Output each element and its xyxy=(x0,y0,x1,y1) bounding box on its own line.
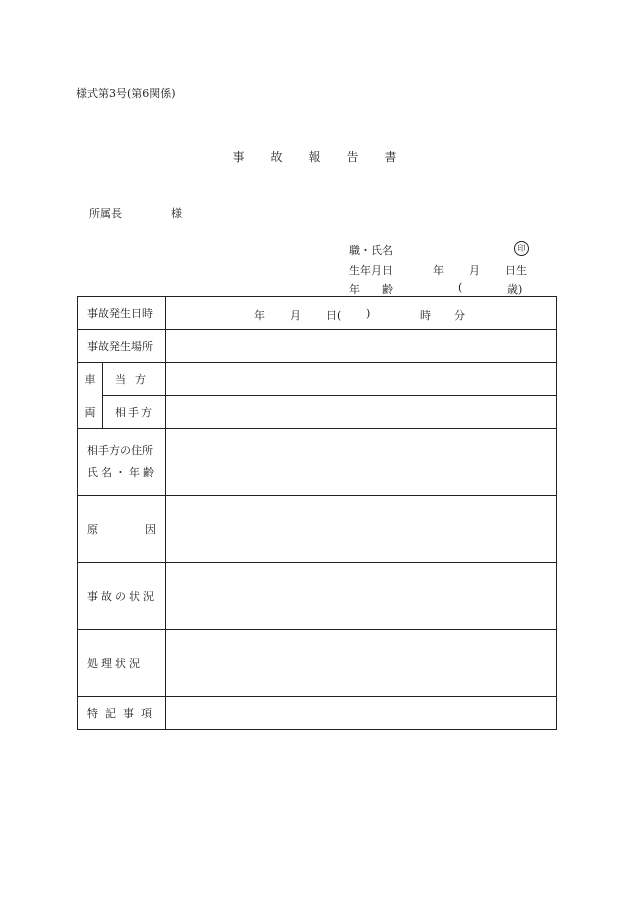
title-char: 報 xyxy=(308,150,322,164)
age-unit: 歳) xyxy=(507,283,523,296)
title-char: 故 xyxy=(270,150,284,164)
own-side-field[interactable] xyxy=(166,363,557,396)
title-char: 告 xyxy=(346,150,360,164)
reporter-name-label: 職・氏名 xyxy=(349,244,393,257)
age-open-paren: ( xyxy=(458,281,463,294)
dob-year-unit: 年 xyxy=(433,264,444,277)
vehicle-label-top: 車 xyxy=(78,363,103,396)
datetime-year-unit: 年 xyxy=(254,309,265,322)
document-title xyxy=(0,148,630,165)
place-label: 事故発生場所 xyxy=(78,330,166,363)
other-party-name-age-label: 氏名・年齢 xyxy=(87,466,157,479)
other-party-label xyxy=(78,429,166,496)
situation-label: 事故の状況 xyxy=(78,563,166,630)
remarks-field[interactable] xyxy=(166,697,557,730)
datetime-close-paren: ) xyxy=(366,307,371,320)
cause-char: 原 xyxy=(87,523,98,536)
own-side-label: 当方 xyxy=(103,363,166,396)
datetime-field[interactable] xyxy=(166,297,557,330)
seal-mark: 印 xyxy=(514,241,529,256)
datetime-label: 事故発生日時 xyxy=(78,297,166,330)
recipient xyxy=(89,205,182,221)
situation-field[interactable] xyxy=(166,563,557,630)
dob-month-unit: 月 xyxy=(469,264,480,277)
handling-field[interactable] xyxy=(166,630,557,697)
title-char: 事 xyxy=(232,150,246,164)
place-field[interactable] xyxy=(166,330,557,363)
other-side-label: 相手方 xyxy=(103,396,166,429)
vehicle-label-bottom: 両 xyxy=(78,396,103,429)
datetime-hour-unit: 時 xyxy=(420,309,431,322)
dob-day-unit: 日生 xyxy=(505,264,527,277)
datetime-day-unit: 日( xyxy=(326,309,342,322)
other-party-field[interactable] xyxy=(166,429,557,496)
other-party-address-label: 相手方の住所 xyxy=(87,444,153,457)
accident-report-table xyxy=(77,296,557,730)
form-number: 様式第3号(第6関係) xyxy=(76,87,176,100)
other-side-field[interactable] xyxy=(166,396,557,429)
handling-label: 処理状況 xyxy=(78,630,166,697)
remarks-label: 特記事項 xyxy=(78,697,166,730)
reporter-age-label: 年 齢 xyxy=(349,283,393,296)
recipient-position: 所属長 xyxy=(89,207,122,220)
cause-label xyxy=(78,496,166,563)
title-char: 書 xyxy=(384,150,398,164)
datetime-month-unit: 月 xyxy=(290,309,301,322)
datetime-minute-unit: 分 xyxy=(454,309,465,322)
reporter-dob-label: 生年月日 xyxy=(349,264,393,277)
cause-field[interactable] xyxy=(166,496,557,563)
cause-char: 因 xyxy=(145,523,156,536)
recipient-honorific: 様 xyxy=(171,207,182,220)
